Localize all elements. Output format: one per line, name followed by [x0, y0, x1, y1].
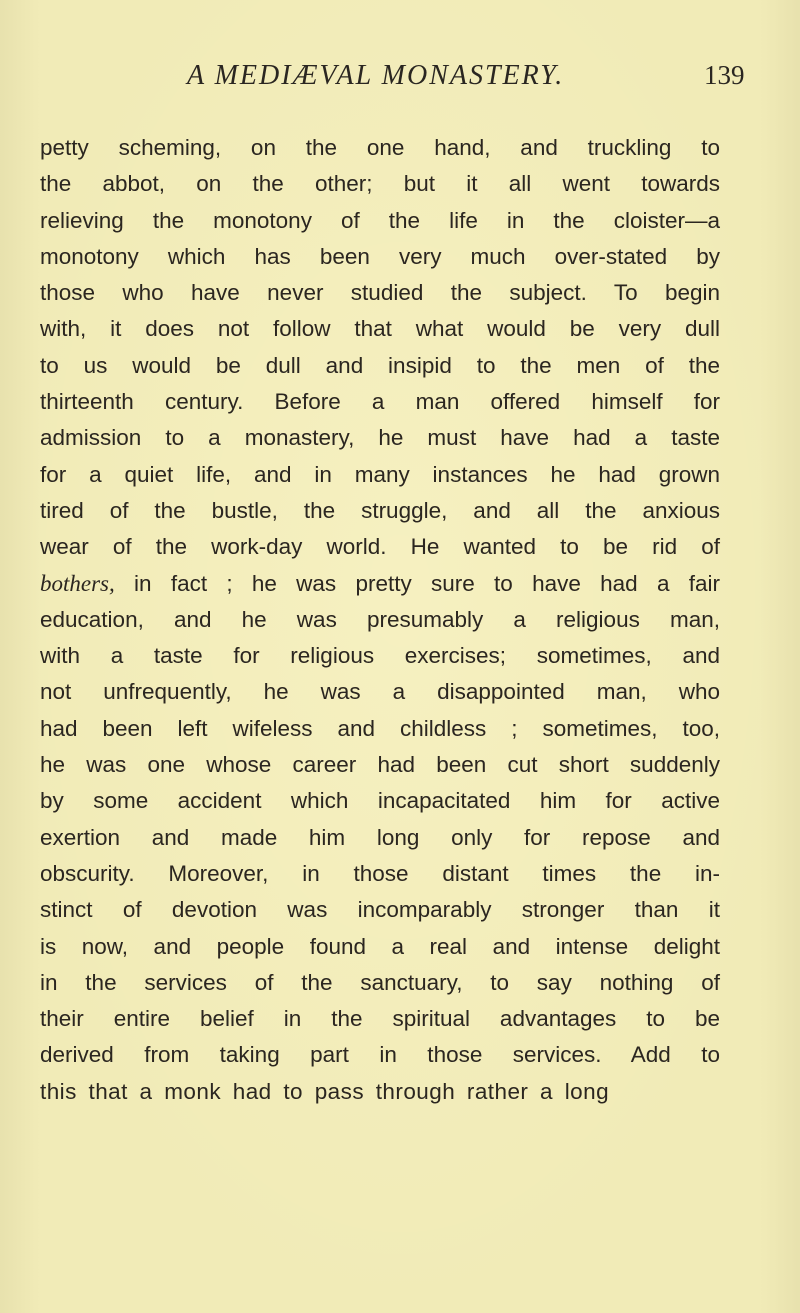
- text-line-18: he was one whose career had been cut short suddenly: [40, 752, 720, 778]
- running-title: A MEDIÆVAL MONASTERY.: [187, 60, 565, 91]
- text-line-11: tired of the bustle, the struggle, and all the anxious: [40, 497, 720, 523]
- text-line-5: those who have never studied the subject. To begin: [40, 280, 720, 306]
- text-line-6: with, it does not follow that what would be very dull: [40, 316, 720, 342]
- text-line-7: to us would be dull and insipid to the men of the: [40, 352, 720, 378]
- text-line-1: petty scheming, on the one hand, and truckling to: [40, 135, 720, 160]
- text-line-26: derived from taking part in those services. Add to: [40, 1042, 720, 1068]
- text-line-3: relieving the monotony of the life in the cloister—a: [40, 207, 720, 233]
- text-line-21: obscurity. Moreover, in those distant times the in-: [40, 860, 720, 886]
- text-line-20: exertion and made him long only for repose and: [40, 824, 720, 850]
- body-text: [40, 130, 720, 1110]
- page-number: 139: [704, 60, 745, 90]
- text-line-12: wear of the work-day world. He wanted to be rid of: [40, 534, 720, 560]
- text-line-10: for a quiet life, and in many instances he had grown: [40, 461, 720, 487]
- text-line-2: the abbot, on the other; but it all went towards: [40, 171, 720, 197]
- text-line-24: in the services of the sanctuary, to say nothing of: [40, 969, 720, 995]
- text-line-17: had been left wifeless and childless ; sometimes, too,: [40, 715, 720, 741]
- text-line-8: thirteenth century. Before a man offered himself for: [40, 389, 720, 415]
- text-line-15: with a taste for religious exercises; sometimes, and: [40, 643, 720, 669]
- text-line-9: admission to a monastery, he must have had a taste: [40, 425, 720, 451]
- page-header: [0, 60, 800, 100]
- text-line-23: is now, and people found a real and intense delight: [40, 933, 720, 959]
- text-line-16: not unfrequently, he was a disappointed man, who: [40, 679, 720, 705]
- text-line-19: by some accident which incapacitated him for active: [40, 788, 720, 814]
- italic-word: bothers,: [40, 570, 115, 596]
- text-line-13-rest: in fact ; he was pretty sure to have had a fair: [134, 570, 720, 596]
- text-line-22: stinct of devotion was incomparably stronger than it: [40, 897, 720, 923]
- text-line-25: their entire belief in the spiritual advantages to be: [40, 1006, 720, 1032]
- text-line-27: this that a monk had to pass through rather a long: [40, 1078, 610, 1104]
- text-line-14: education, and he was presumably a religious man,: [40, 606, 720, 632]
- text-line-13: [40, 566, 720, 602]
- text-line-4: monotony which has been very much over-stated by: [40, 243, 720, 269]
